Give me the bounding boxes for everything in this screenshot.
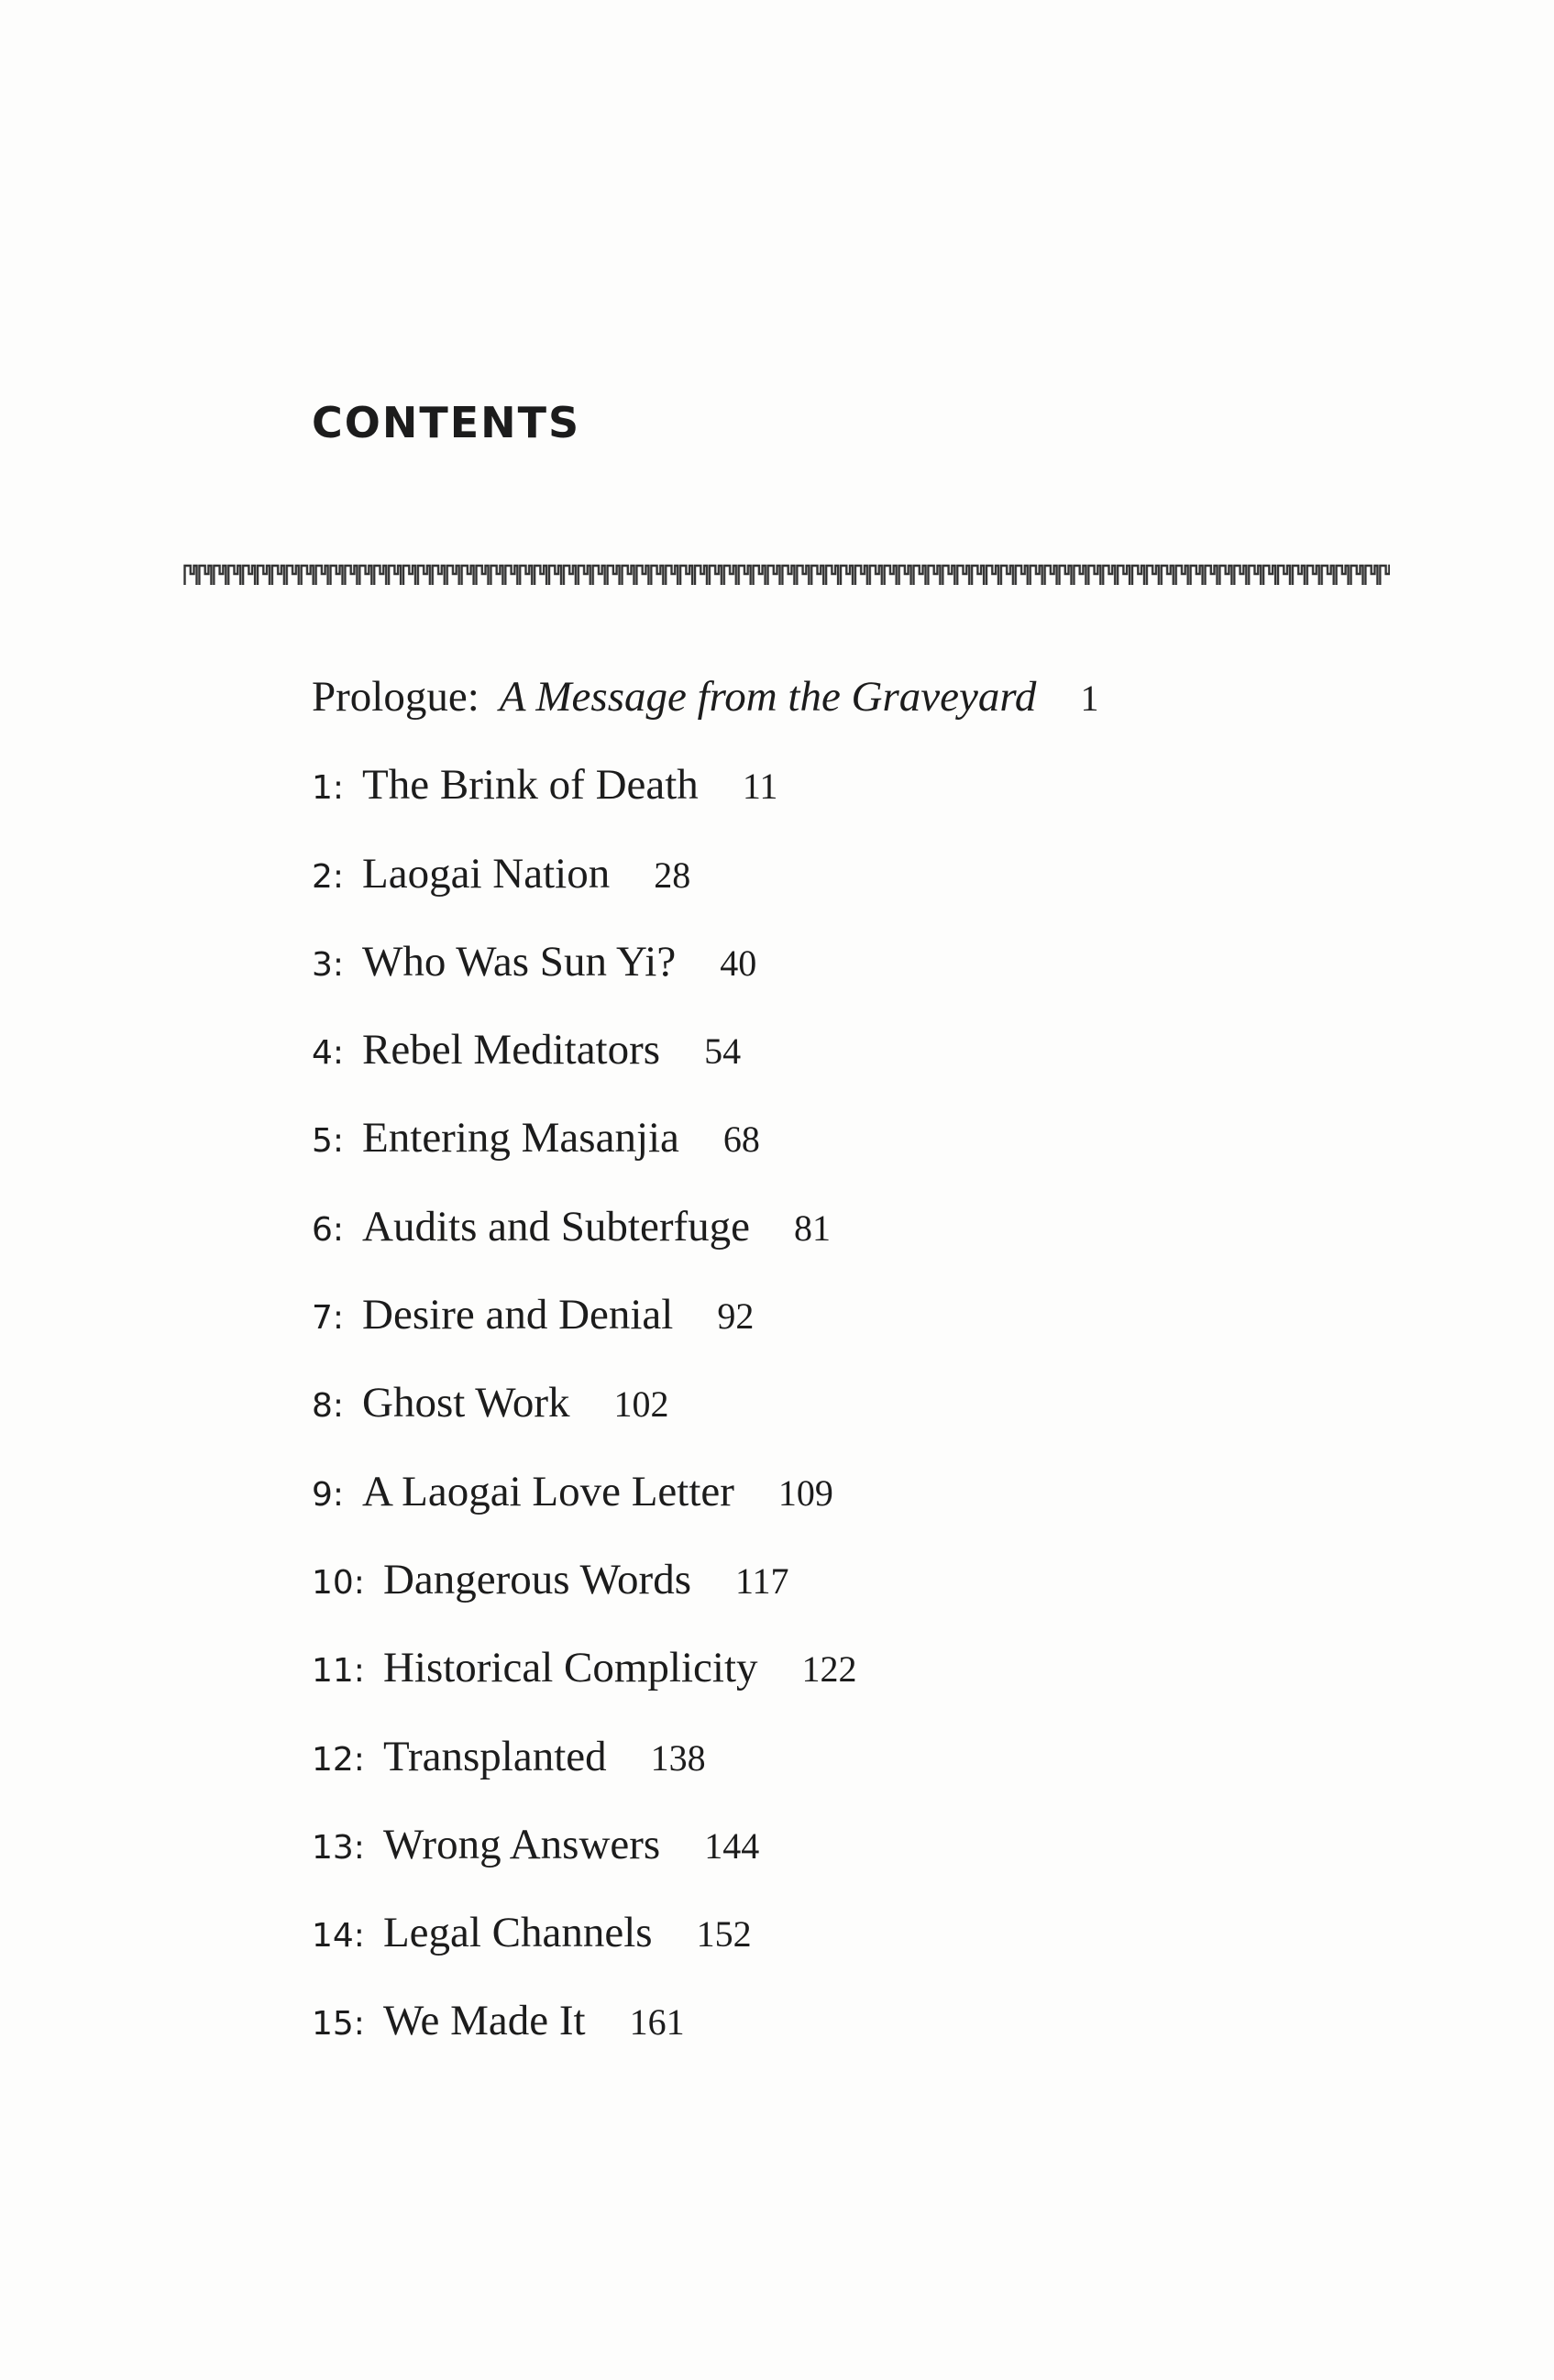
chapter-number: 10: — [312, 1563, 365, 1602]
table-of-contents — [312, 667, 1098, 2080]
chapter-title: Who Was Sun Yi? — [362, 937, 677, 986]
chapter-page-number: 117 — [734, 1559, 789, 1602]
chapter-title: Entering Masanjia — [362, 1114, 679, 1162]
chapter-title: Audits and Subterfuge — [362, 1202, 750, 1251]
toc-chapter-12[interactable] — [312, 1727, 1098, 1815]
toc-chapter-10[interactable] — [312, 1550, 1098, 1638]
chapter-number: 2: — [312, 857, 345, 896]
chapter-page-number: 11 — [742, 766, 778, 808]
chapter-title: Dangerous Words — [382, 1555, 691, 1603]
chapter-title: We Made It — [382, 1997, 586, 2045]
chapter-title: Ghost Work — [362, 1379, 570, 1427]
toc-chapter-13[interactable] — [312, 1815, 1098, 1903]
toc-chapter-14[interactable] — [312, 1903, 1098, 1991]
chapter-number: 8: — [312, 1387, 345, 1426]
chapter-title: Legal Channels — [382, 1909, 653, 1957]
chapter-title: Transplanted — [382, 1732, 607, 1780]
toc-chapter-15[interactable] — [312, 1991, 1098, 2079]
toc-chapter-9[interactable] — [312, 1462, 1098, 1550]
toc-chapter-5[interactable] — [312, 1108, 1098, 1196]
toc-chapter-8[interactable] — [312, 1373, 1098, 1461]
chapter-number: 7: — [312, 1299, 345, 1338]
chapter-title: Historical Complicity — [382, 1644, 758, 1692]
chapter-page-number: 152 — [696, 1913, 752, 1956]
chapter-page-number: 92 — [717, 1295, 755, 1338]
chapter-number: 3: — [312, 945, 345, 984]
chapter-title: Rebel Meditators — [362, 1026, 661, 1074]
chapter-page-number: 81 — [793, 1207, 831, 1249]
chapter-number: 5: — [312, 1122, 345, 1161]
chapter-page-number: 68 — [722, 1118, 760, 1161]
chapter-number: 9: — [312, 1475, 345, 1514]
chapter-title: The Brink of Death — [362, 761, 699, 810]
prologue-page-number: 1 — [1080, 678, 1099, 719]
chapter-page-number: 144 — [704, 1824, 760, 1867]
chapter-page-number: 54 — [704, 1030, 742, 1073]
toc-chapter-1[interactable] — [312, 755, 1098, 843]
page-title: CONTENTS — [312, 398, 581, 447]
chapter-title: A Laogai Love Letter — [362, 1467, 734, 1515]
chapter-title: Wrong Answers — [382, 1820, 661, 1868]
toc-chapter-3[interactable] — [312, 932, 1098, 1020]
chapter-number: 15: — [312, 2005, 365, 2044]
chapter-number: 12: — [312, 1740, 365, 1779]
toc-chapter-6[interactable] — [312, 1197, 1098, 1285]
chapter-page-number: 109 — [777, 1471, 833, 1514]
chapter-page-number: 102 — [613, 1383, 669, 1426]
chapter-number: 6: — [312, 1210, 345, 1249]
chapter-title: Laogai Nation — [362, 849, 611, 898]
chapter-number: 11: — [312, 1652, 365, 1691]
toc-chapter-11[interactable] — [312, 1638, 1098, 1726]
chapter-number: 1: — [312, 769, 345, 808]
chapter-page-number: 122 — [801, 1648, 857, 1691]
chapter-number: 14: — [312, 1917, 365, 1956]
chapter-page-number: 138 — [650, 1736, 706, 1779]
prologue-label: Prologue: — [312, 673, 479, 721]
chapter-page-number: 28 — [654, 854, 691, 896]
chapter-number: 13: — [312, 1828, 365, 1867]
prologue-title: A Message from the Graveyard — [499, 673, 1037, 721]
chapter-page-number: 161 — [629, 2001, 685, 2044]
toc-chapter-2[interactable] — [312, 844, 1098, 932]
ornamental-divider — [183, 557, 1390, 590]
chapter-page-number: 40 — [720, 942, 757, 984]
toc-prologue[interactable] — [312, 667, 1098, 755]
chapter-title: Desire and Denial — [362, 1291, 674, 1339]
toc-chapter-4[interactable] — [312, 1020, 1098, 1108]
toc-chapter-7[interactable] — [312, 1285, 1098, 1373]
chapter-number: 4: — [312, 1034, 345, 1073]
